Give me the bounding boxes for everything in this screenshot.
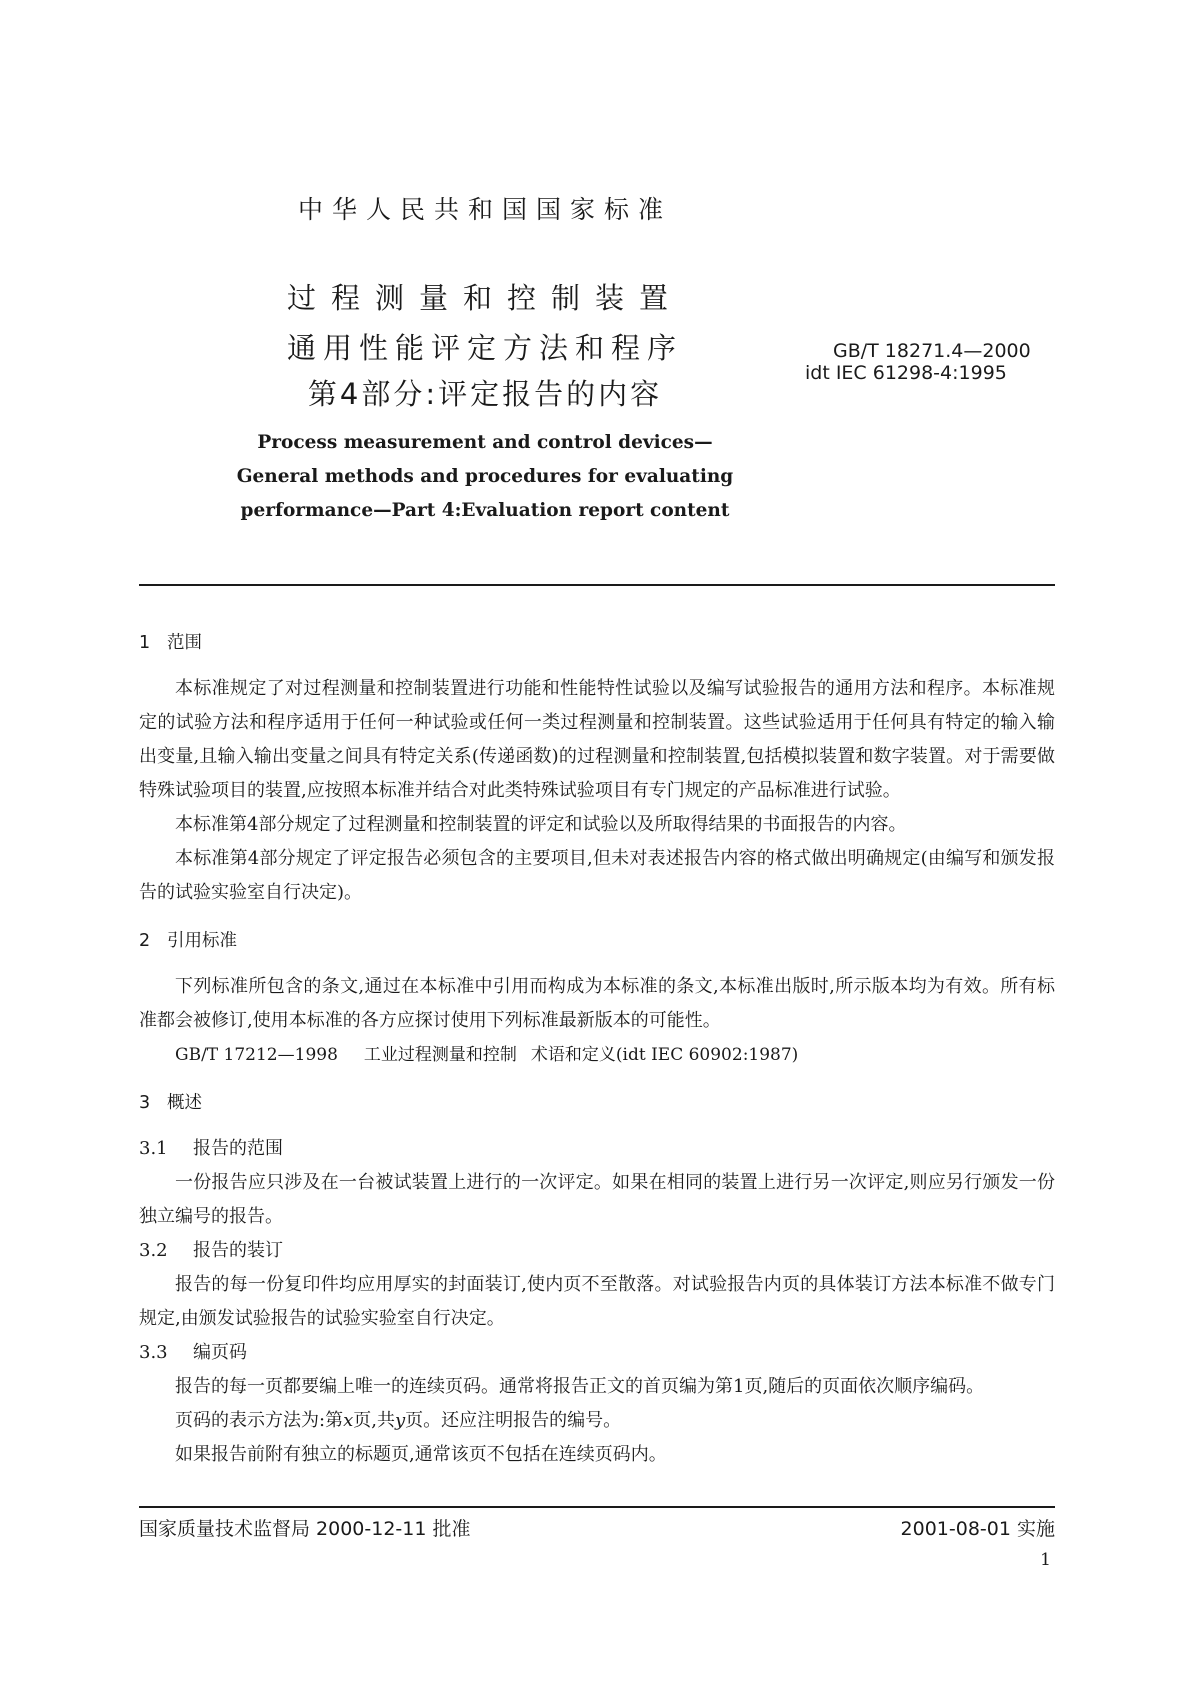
section-title: 范围: [167, 633, 202, 653]
paragraph: 本标准第4部分规定了评定报告必须包含的主要项目,但未对表述报告内容的格式做出明确规定(由编写和颁发报告的试验实验室自行决定)。: [139, 848, 1055, 903]
approval-line: 国家质量技术监督局 2000-12-11 批准: [139, 1518, 471, 1540]
idt-standard-code: idt IEC 61298-4:1995: [805, 362, 1007, 384]
subsection-number: 3.1: [139, 1138, 168, 1159]
paragraph: 报告的每一页都要编上唯一的连续页码。通常将报告正文的首页编为第1页,随后的页面依次顺序编码。: [175, 1376, 985, 1397]
footer-divider: [139, 1506, 1055, 1508]
paragraph: 如果报告前附有独立的标题页,通常该页不包括在连续页码内。: [175, 1444, 667, 1465]
paragraph: 报告的每一份复印件均应用厚实的封面装订,使内页不至散落。对试验报告内页的具体装订方法本标准不做专门规定,由颁发试验报告的试验实验室自行决定。: [139, 1274, 1055, 1329]
subsection-heading-page-numbering: [139, 1336, 1055, 1370]
subsection-title: 报告的装订: [193, 1240, 283, 1261]
cn-title-line-3: 第4部分:评定报告的内容: [307, 377, 663, 411]
section-heading-overview: [139, 1086, 1055, 1120]
en-title-line-3: performance—Part 4:Evaluation report content: [240, 500, 730, 521]
paragraph: 本标准第4部分规定了过程测量和控制装置的评定和试验以及所取得结果的书面报告的内容。: [175, 814, 907, 835]
standard-codes: [805, 340, 1031, 384]
section-title: 概述: [167, 1093, 202, 1113]
subsection-number: 3.2: [139, 1240, 168, 1261]
effective-date-line: 2001-08-01 实施: [900, 1518, 1055, 1540]
section-number: 1: [139, 633, 151, 653]
subsection-title: 报告的范围: [193, 1138, 283, 1159]
variable-y: y: [394, 1410, 406, 1431]
paragraph: 一份报告应只涉及在一台被试装置上进行的一次评定。如果在相同的装置上进行另一次评定,则应另行颁发一份独立编号的报告。: [139, 1172, 1055, 1227]
text-run: 页,共: [353, 1410, 395, 1431]
text-run: 页码的表示方法为:第: [175, 1410, 344, 1431]
cn-title-line-1: 过程测量和控制装置: [286, 281, 683, 315]
national-standard-label: 中华人民共和国国家标准: [297, 195, 672, 224]
variable-x: x: [343, 1410, 354, 1431]
reference-entry: [139, 1038, 1055, 1072]
section-heading-normative-references: [139, 924, 1055, 958]
reference-code: GB/T 17212—1998: [175, 1045, 338, 1065]
en-title-line-1: Process measurement and control devices—: [257, 432, 713, 453]
subsection-number: 3.3: [139, 1342, 168, 1363]
reference-title: 工业过程测量和控制: [363, 1045, 517, 1065]
paragraph: 下列标准所包含的条文,通过在本标准中引用而构成为本标准的条文,本标准出版时,所示版本均为有效。所有标准都会被修订,使用本标准的各方应探讨使用下列标准最新版本的可能性。: [139, 976, 1055, 1031]
text-run: 页。还应注明报告的编号。: [405, 1410, 622, 1431]
paragraph: [139, 1404, 1055, 1438]
section-heading-scope: [139, 626, 1055, 660]
header-divider: [139, 584, 1055, 586]
document-body: [139, 626, 1055, 1472]
gb-standard-code: GB/T 18271.4—2000: [833, 340, 1031, 362]
subsection-title: 编页码: [193, 1342, 247, 1363]
subsection-heading-report-scope: [139, 1132, 1055, 1166]
page-number: 1: [1040, 1550, 1051, 1570]
paragraph: 本标准规定了对过程测量和控制装置进行功能和性能特性试验以及编写试验报告的通用方法和程序。本标准规定的试验方法和程序适用于任何一种试验或任何一类过程测量和控制装置。这些试验适用于任何具有特定的输入输出变量,且输入输出变量之间具有特定关系(传递函数)的过程测量和控制装置,包括模拟装置和数字装置。对于需要做特殊试验项目的装置,应按照本标准并结合对此类特殊试验项目有专门规定的产品标准进行试验。: [139, 678, 1055, 801]
section-title: 引用标准: [167, 931, 237, 951]
cn-title-line-2: 通用性能评定方法和程序: [286, 331, 683, 365]
subsection-heading-report-binding: [139, 1234, 1055, 1268]
section-number: 2: [139, 931, 151, 951]
reference-description: 术语和定义(idt IEC 60902:1987): [530, 1045, 799, 1065]
section-number: 3: [139, 1093, 151, 1113]
en-title-line-2: General methods and procedures for evaluating: [236, 466, 734, 487]
